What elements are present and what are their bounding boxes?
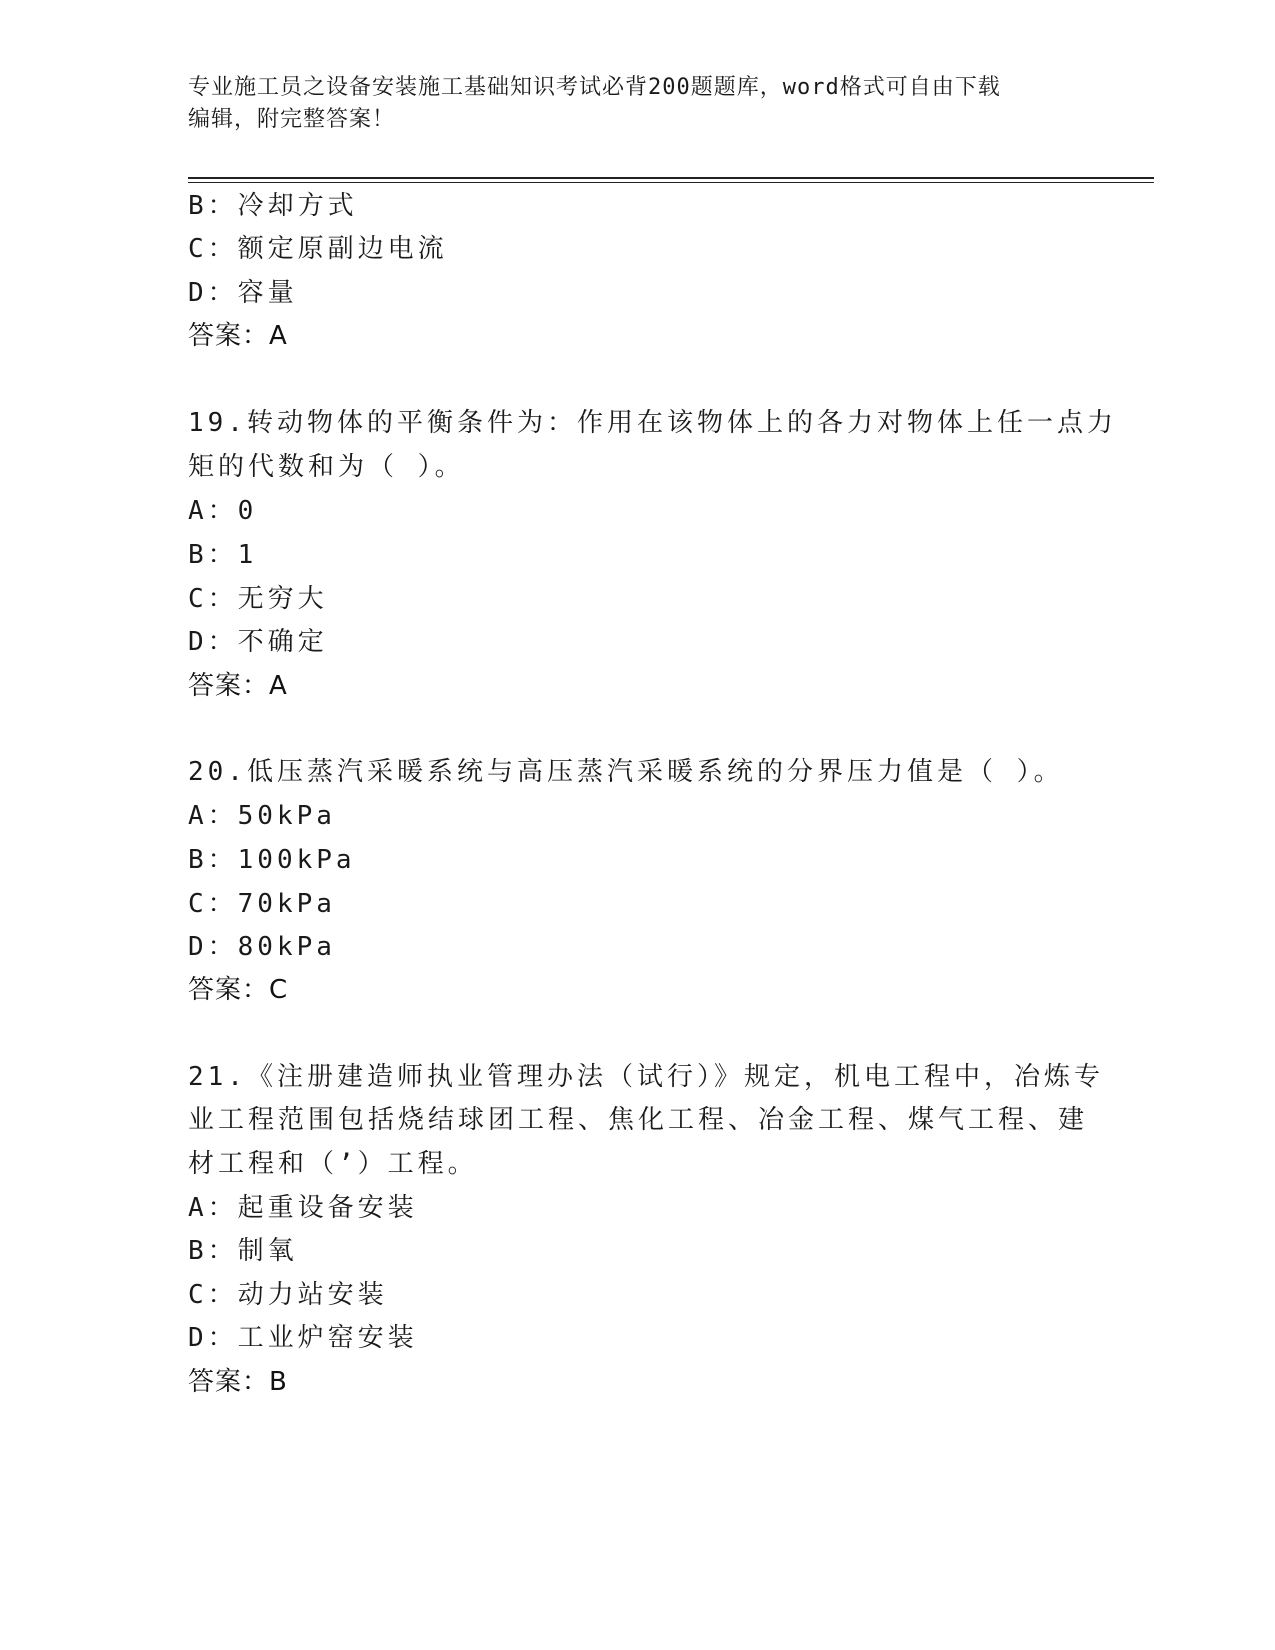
q19-option-d: D：不确定 <box>188 627 328 657</box>
q21-answer: 答案：B <box>188 1367 288 1397</box>
header-line-1: 专业施工员之设备安装施工基础知识考试必背200题题库，word格式可自由下载 <box>188 75 1001 100</box>
q20-option-c: C：70kPa <box>188 889 336 919</box>
q20-stem-line-1: 20.低压蒸汽采暖系统与高压蒸汽采暖系统的分界压力值是（ ）。 <box>188 757 1064 787</box>
q20-option-b: B：100kPa <box>188 845 356 875</box>
q21-option-b: B：制氧 <box>188 1236 298 1266</box>
q19-stem-line-1: 19.转动物体的平衡条件为：作用在该物体上的各力对物体上任一点力 <box>188 408 1117 438</box>
q19-option-c: C：无穷大 <box>188 584 328 614</box>
q21-stem-line-2: 业工程范围包括烧结球团工程、焦化工程、冶金工程、煤气工程、建 <box>188 1105 1089 1135</box>
q21-option-a: A：起重设备安装 <box>188 1193 418 1223</box>
q18-option-b: B：冷却方式 <box>188 191 358 221</box>
header-line-2: 编辑，附完整答案！ <box>188 107 396 132</box>
q18-answer: 答案：A <box>188 321 288 351</box>
q21-stem-line-3: 材工程和（’）工程。 <box>188 1149 478 1179</box>
q21-option-c: C：动力站安装 <box>188 1280 388 1310</box>
q19-option-a: A：0 <box>188 496 258 526</box>
q20-option-d: D：80kPa <box>188 932 336 962</box>
q19-stem-line-2: 矩的代数和为（ ）。 <box>188 452 465 482</box>
q19-option-b: B：1 <box>188 540 258 570</box>
q19-answer: 答案：A <box>188 671 288 701</box>
q21-stem-line-1: 21.《注册建造师执业管理办法（试行）》规定，机电工程中，冶炼专 <box>188 1062 1104 1092</box>
q18-option-c: C：额定原副边电流 <box>188 234 448 264</box>
header-divider-thin <box>188 182 1154 183</box>
document-header <box>188 72 1088 136</box>
header-divider-thick <box>188 177 1154 179</box>
q20-answer: 答案：C <box>188 975 289 1005</box>
q20-option-a: A：50kPa <box>188 801 336 831</box>
q21-option-d: D：工业炉窑安装 <box>188 1323 418 1353</box>
q18-option-d: D：容量 <box>188 278 298 308</box>
